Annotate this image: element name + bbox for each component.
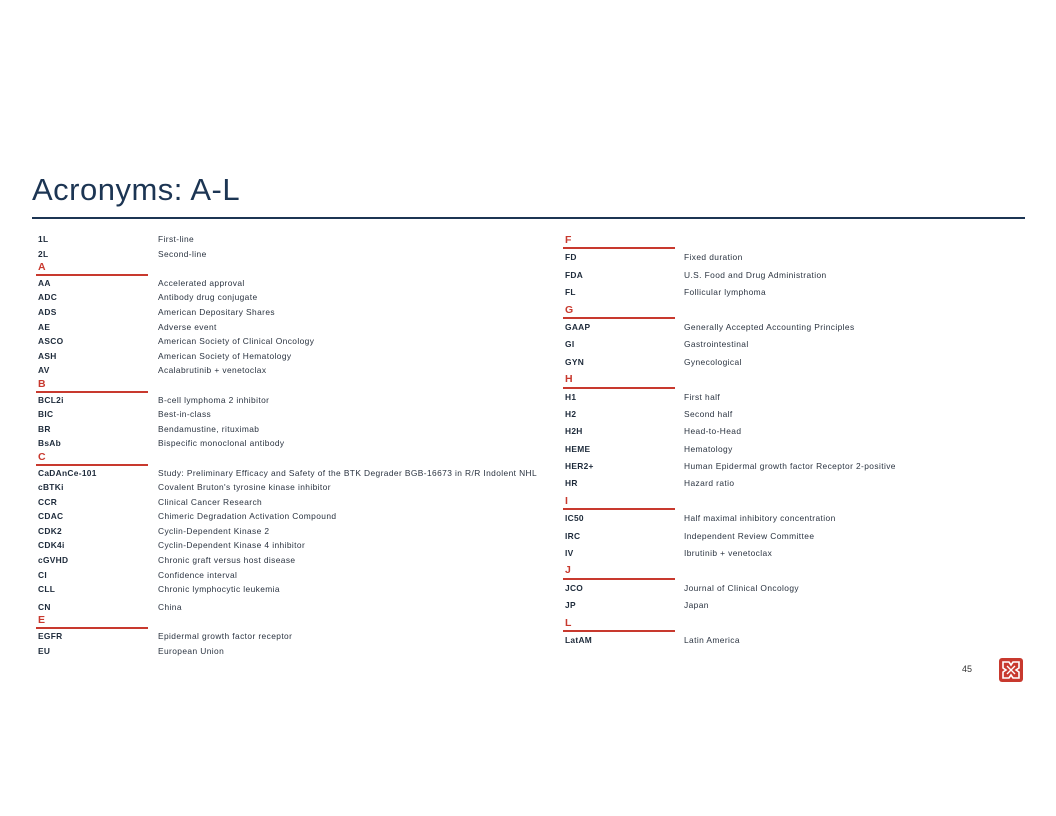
acronym-row [565, 319, 1025, 336]
acronym-abbreviation: ASCO [38, 336, 64, 347]
acronym-abbreviation: BCL2i [38, 394, 64, 405]
acronym-definition: Chronic graft versus host disease [158, 555, 296, 566]
acronym-row [38, 644, 548, 659]
acronym-row [565, 423, 1025, 440]
acronym-definition: American Society of Hematology [158, 350, 292, 361]
acronym-definition: Head-to-Head [684, 426, 742, 437]
acronym-definition: Independent Review Committee [684, 530, 815, 541]
acronym-row [38, 495, 548, 510]
section-header-a: A [38, 261, 548, 276]
acronym-row [565, 389, 1025, 406]
acronym-row [38, 393, 548, 408]
acronym-abbreviation: FD [565, 252, 577, 263]
acronym-row [38, 629, 548, 644]
acronym-list-left [38, 232, 548, 658]
section-header-j: J [565, 562, 1025, 579]
acronym-abbreviation: CI [38, 569, 47, 580]
acronym-abbreviation: EU [38, 645, 51, 656]
acronym-row [565, 267, 1025, 284]
section-header-l: L [565, 615, 1025, 632]
acronym-row [565, 545, 1025, 562]
acronym-definition: Human Epidermal growth factor Receptor 2-positive [684, 461, 896, 472]
acronym-definition: Covalent Bruton's tyrosine kinase inhibitor [158, 482, 331, 493]
acronym-definition: Cyclin-Dependent Kinase 4 inhibitor [158, 540, 306, 551]
page-title: Acronyms: A-L [32, 172, 241, 207]
acronym-row [565, 475, 1025, 492]
page-number: 45 [962, 664, 973, 674]
section-header-h: H [565, 371, 1025, 388]
acronym-row [565, 441, 1025, 458]
acronym-definition: Generally Accepted Accounting Principles [684, 321, 855, 332]
acronym-abbreviation: FDA [565, 269, 584, 280]
acronym-abbreviation: CDK2 [38, 525, 63, 536]
acronym-abbreviation: BsAb [38, 438, 62, 449]
acronym-abbreviation: IV [565, 548, 574, 559]
acronym-abbreviation: cGVHD [38, 555, 69, 566]
acronym-row [565, 406, 1025, 423]
acronym-row [38, 509, 548, 524]
acronym-row [38, 582, 548, 597]
acronym-abbreviation: BR [38, 423, 51, 434]
acronym-definition: Study: Preliminary Efficacy and Safety of the BTK Degrader BGB-16673 in R/R Indolent NHL [158, 467, 538, 478]
acronym-row [38, 363, 548, 378]
acronym-row [38, 422, 548, 437]
acronym-abbreviation: CDK4i [38, 540, 65, 551]
acronym-row [38, 276, 548, 291]
section-header-f: F [565, 232, 1025, 249]
acronym-definition: Second half [684, 408, 733, 419]
acronym-abbreviation: JP [565, 600, 576, 611]
acronym-abbreviation: CN [38, 601, 51, 612]
acronym-row [565, 354, 1025, 371]
acronym-abbreviation: JCO [565, 582, 584, 593]
section-header-e: E [38, 614, 548, 629]
acronym-definition: American Depositary Shares [158, 306, 275, 317]
acronym-definition: B-cell lymphoma 2 inhibitor [158, 394, 270, 405]
acronym-definition: Bispecific monoclonal antibody [158, 438, 285, 449]
acronym-abbreviation: CaDAnCe-101 [38, 467, 97, 478]
acronym-definition: Journal of Clinical Oncology [684, 582, 800, 593]
acronym-definition: Hematology [684, 443, 733, 454]
section-header-g: G [565, 302, 1025, 319]
acronym-definition: Adverse event [158, 321, 217, 332]
acronym-definition: Gastrointestinal [684, 339, 749, 350]
acronym-abbreviation: H1 [565, 391, 577, 402]
acronym-abbreviation: H2 [565, 408, 577, 419]
acronym-abbreviation: ADS [38, 306, 57, 317]
acronym-definition: Ibrutinib + venetoclax [684, 548, 773, 559]
acronym-definition: Clinical Cancer Research [158, 496, 263, 507]
acronym-definition: China [158, 601, 182, 612]
acronym-row [38, 290, 548, 305]
acronym-abbreviation: ASH [38, 350, 57, 361]
acronym-abbreviation: BIC [38, 409, 54, 420]
acronym-row [565, 580, 1025, 597]
acronym-row [38, 407, 548, 422]
acronym-row [38, 232, 548, 247]
acronym-row [565, 249, 1025, 266]
acronym-abbreviation: ADC [38, 292, 58, 303]
acronym-definition: First-line [158, 234, 195, 244]
acronym-row [565, 510, 1025, 527]
acronym-abbreviation: HEME [565, 443, 591, 454]
acronym-row [565, 597, 1025, 614]
acronym-row [565, 528, 1025, 545]
acronym-row [565, 458, 1025, 475]
acronym-row [38, 538, 548, 553]
acronym-definition: Second-line [158, 248, 207, 259]
acronym-definition: European Union [158, 645, 225, 656]
title-divider [32, 217, 1025, 219]
acronym-row [38, 553, 548, 568]
acronym-row [38, 247, 548, 262]
acronym-row [38, 600, 548, 615]
acronym-row [38, 480, 548, 495]
acronym-definition: Japan [684, 600, 709, 611]
acronym-row [38, 466, 548, 481]
acronym-definition: Follicular lymphoma [684, 287, 767, 298]
acronym-row [38, 320, 548, 335]
acronym-row [565, 336, 1025, 353]
acronym-abbreviation: HER2+ [565, 461, 594, 472]
acronym-definition: U.S. Food and Drug Administration [684, 269, 827, 280]
acronym-definition: Hazard ratio [684, 478, 735, 489]
section-header-c: C [38, 451, 548, 466]
acronym-abbreviation: cBTKi [38, 482, 64, 493]
acronym-row [38, 436, 548, 451]
acronym-definition: Antibody drug conjugate [158, 292, 258, 303]
acronym-definition: Latin America [684, 634, 740, 645]
acronym-definition: Fixed duration [684, 252, 743, 263]
acronym-row [38, 305, 548, 320]
acronym-abbreviation: 1L [38, 234, 49, 244]
acronym-row [38, 349, 548, 364]
acronym-abbreviation: H2H [565, 426, 583, 437]
acronym-definition: Cyclin-Dependent Kinase 2 [158, 525, 270, 536]
acronym-abbreviation: IC50 [565, 513, 584, 524]
acronym-definition: Half maximal inhibitory concentration [684, 513, 836, 524]
acronym-abbreviation: FL [565, 287, 576, 298]
acronym-definition: Acalabrutinib + venetoclax [158, 365, 267, 376]
acronym-abbreviation: CDAC [38, 511, 64, 522]
acronym-abbreviation: AA [38, 277, 51, 288]
acronym-definition: Gynecological [684, 356, 742, 367]
acronym-row [38, 568, 548, 583]
acronym-definition: Epidermal growth factor receptor [158, 631, 293, 642]
acronym-definition: Best-in-class [158, 409, 212, 420]
acronym-definition: Chronic lymphocytic leukemia [158, 584, 280, 595]
acronym-abbreviation: GYN [565, 356, 585, 367]
acronym-abbreviation: LatAM [565, 634, 593, 645]
acronym-abbreviation: IRC [565, 530, 581, 541]
company-logo-icon [999, 658, 1023, 682]
acronym-abbreviation: CCR [38, 496, 58, 507]
acronym-abbreviation: HR [565, 478, 578, 489]
acronym-definition: First half [684, 391, 721, 402]
acronym-abbreviation: 2L [38, 248, 49, 259]
acronym-row [565, 632, 1025, 649]
acronym-row [38, 524, 548, 539]
acronym-definition: Bendamustine, rituximab [158, 423, 260, 434]
acronym-abbreviation: AE [38, 321, 51, 332]
acronym-abbreviation: CLL [38, 584, 56, 595]
acronym-definition: American Society of Clinical Oncology [158, 336, 315, 347]
acronym-definition: Accelerated approval [158, 277, 245, 288]
acronym-abbreviation: AV [38, 365, 50, 376]
acronym-abbreviation: GAAP [565, 321, 591, 332]
acronym-abbreviation: EGFR [38, 631, 63, 642]
acronym-definition: Chimeric Degradation Activation Compound [158, 511, 337, 522]
acronym-row [38, 334, 548, 349]
acronym-row [565, 284, 1025, 301]
acronym-abbreviation: GI [565, 339, 575, 350]
acronym-list-right [565, 232, 1025, 649]
section-header-i: I [565, 493, 1025, 510]
section-header-b: B [38, 378, 548, 393]
acronym-definition: Confidence interval [158, 569, 238, 580]
